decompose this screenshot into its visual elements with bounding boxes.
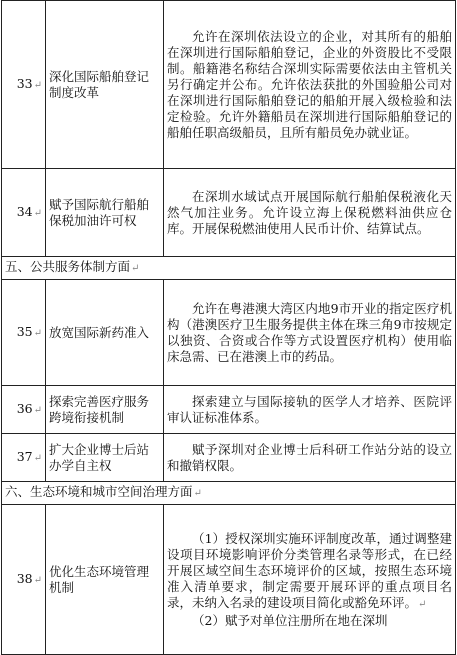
table-row [2,280,456,386]
section-heading: 五、公共服务体制方面↵ [2,257,456,280]
table-row [2,386,456,434]
row-number: 37↵ [2,434,46,482]
section-heading-row [2,482,456,505]
content-paragraph: （1）授权深圳实施环评制度改革，通过调整建设项目环境影响评价分类管理名录等形式，在已经开展区域空间生态环境评价的区域，按照生态环境准入清单要求，制定需要开展环评的重点项目名录，未纳入名录的建设项目简化或豁免环评。↵ [167,530,452,610]
content-paragraph: （2）赋予对单位注册所在地在深圳 [192,612,388,628]
row-number: 34↵ [2,169,46,257]
row-number: 38↵ [2,505,46,655]
row-content [164,505,456,655]
row-content: 探索建立与国际接轨的医学人才培养、医院评审认证标准体系。 [164,386,456,434]
row-content: 允许在深圳依法设立的企业，对其所有的船舶在深圳进行国际船舶登记，企业的外资股比不受限制。船籍港名称结合深圳实际需要依法由主管机关另行确定并公布。允许依法获批的外国验船公司对在深圳进行国际船舶登记的船舶开展入级检验和法定检验。允许外籍船员在深圳进行国际船舶登记的船舶任职高级船员，且所有船员免办就业证。 [164,1,456,169]
row-number: 33↵ [2,1,46,169]
table-row [2,505,456,655]
row-number: 35↵ [2,280,46,386]
table-row [2,434,456,482]
section-heading: 六、生态环境和城市空间治理方面↵ [2,482,456,505]
row-topic: 探索完善医疗服务跨境衔接机制 [46,386,164,434]
table-row [2,169,456,257]
row-topic: 赋予国际航行船舶保税加油许可权 [46,169,164,257]
row-number: 36↵ [2,386,46,434]
row-content: 赋予深圳对企业博士后科研工作站分站的设立和撤销权限。 [164,434,456,482]
row-content: 在深圳水域试点开展国际航行船舶保税液化天然气加注业务。允许设立海上保税燃料油供应仓库。开展保税燃油使用人民币计价、结算试点。 [164,169,456,257]
row-topic: 放宽国际新药准入 [46,280,164,386]
row-topic: 深化国际船舶登记制度改革 [46,1,164,169]
section-heading-row [2,257,456,280]
row-topic: 优化生态环境管理机制 [46,505,164,655]
table-row [2,1,456,169]
row-content: 允许在粤港澳大湾区内地9市开业的指定医疗机构（港澳医疗卫生服务提供主体在珠三角9市按规定以独资、合资或合作等方式设置医疗机构）使用临床急需、已在港澳上市的药品。 [164,280,456,386]
row-topic: 扩大企业博士后站办学自主权 [46,434,164,482]
document-table [1,0,456,655]
